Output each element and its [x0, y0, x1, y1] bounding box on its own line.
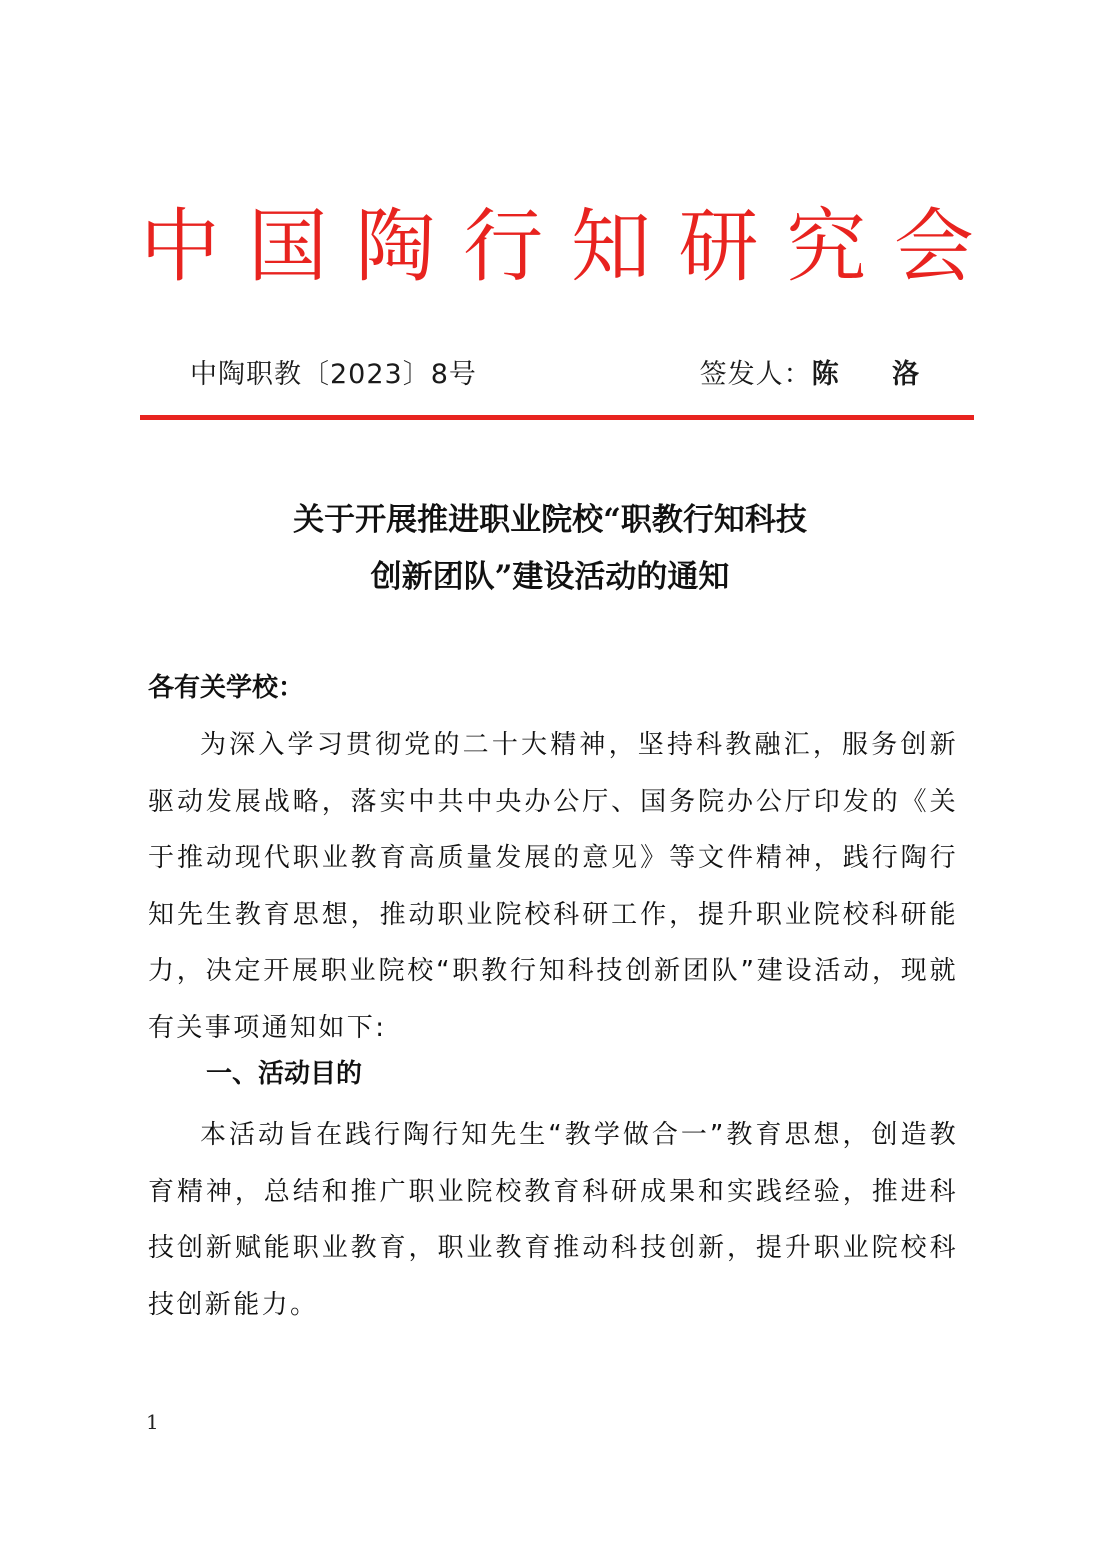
- notice-title: [140, 492, 960, 606]
- signer-name: 陈 洛: [811, 359, 941, 390]
- page-number: 1: [146, 1410, 159, 1434]
- org-title-char: 行: [463, 200, 544, 293]
- org-title-char: 中: [140, 200, 220, 293]
- signer-label: 签发人：: [699, 359, 812, 390]
- org-title-char: 究: [786, 200, 867, 293]
- signer-line: [700, 352, 941, 391]
- organization-title: [140, 192, 974, 302]
- body-paragraph-2: 本活动旨在践行陶行知先生“教学做合一”教育思想，创造教育精神，总结和推广职业院校教育科研成果和实践经验，推进科技创新赋能职业教育，职业教育推动科技创新，提升职业院校科技创新能力。: [148, 1120, 958, 1320]
- section-heading-1: 一、活动目的: [206, 1059, 363, 1089]
- red-divider: [140, 415, 974, 420]
- org-title-char: 陶: [355, 200, 436, 293]
- org-title-char: 国: [247, 200, 328, 293]
- salutation: 各有关学校：: [148, 673, 305, 703]
- body-paragraph-1: 为深入学习贯彻党的二十大精神，坚持科教融汇，服务创新驱动发展战略，落实中共中央办公厅、国务院办公厅印发的《关于推动现代职业教育高质量发展的意见》等文件精神，践行陶行知先生教育思想，推动职业院校科研工作，提升职业院校科研能力，决定开展职业院校“职教行知科技创新团队”建设活动，现就有关事项通知如下:: [148, 730, 958, 1043]
- org-title-char: 会: [893, 200, 974, 293]
- notice-title-line-1: 关于开展推进职业院校“职教行知科技: [293, 502, 807, 538]
- notice-title-line-2: 创新团队”建设活动的通知: [370, 559, 730, 595]
- org-title-char: 知: [570, 200, 651, 293]
- document-number: 中陶职教〔2023〕8号: [190, 359, 477, 390]
- org-title-char: 研: [678, 200, 759, 293]
